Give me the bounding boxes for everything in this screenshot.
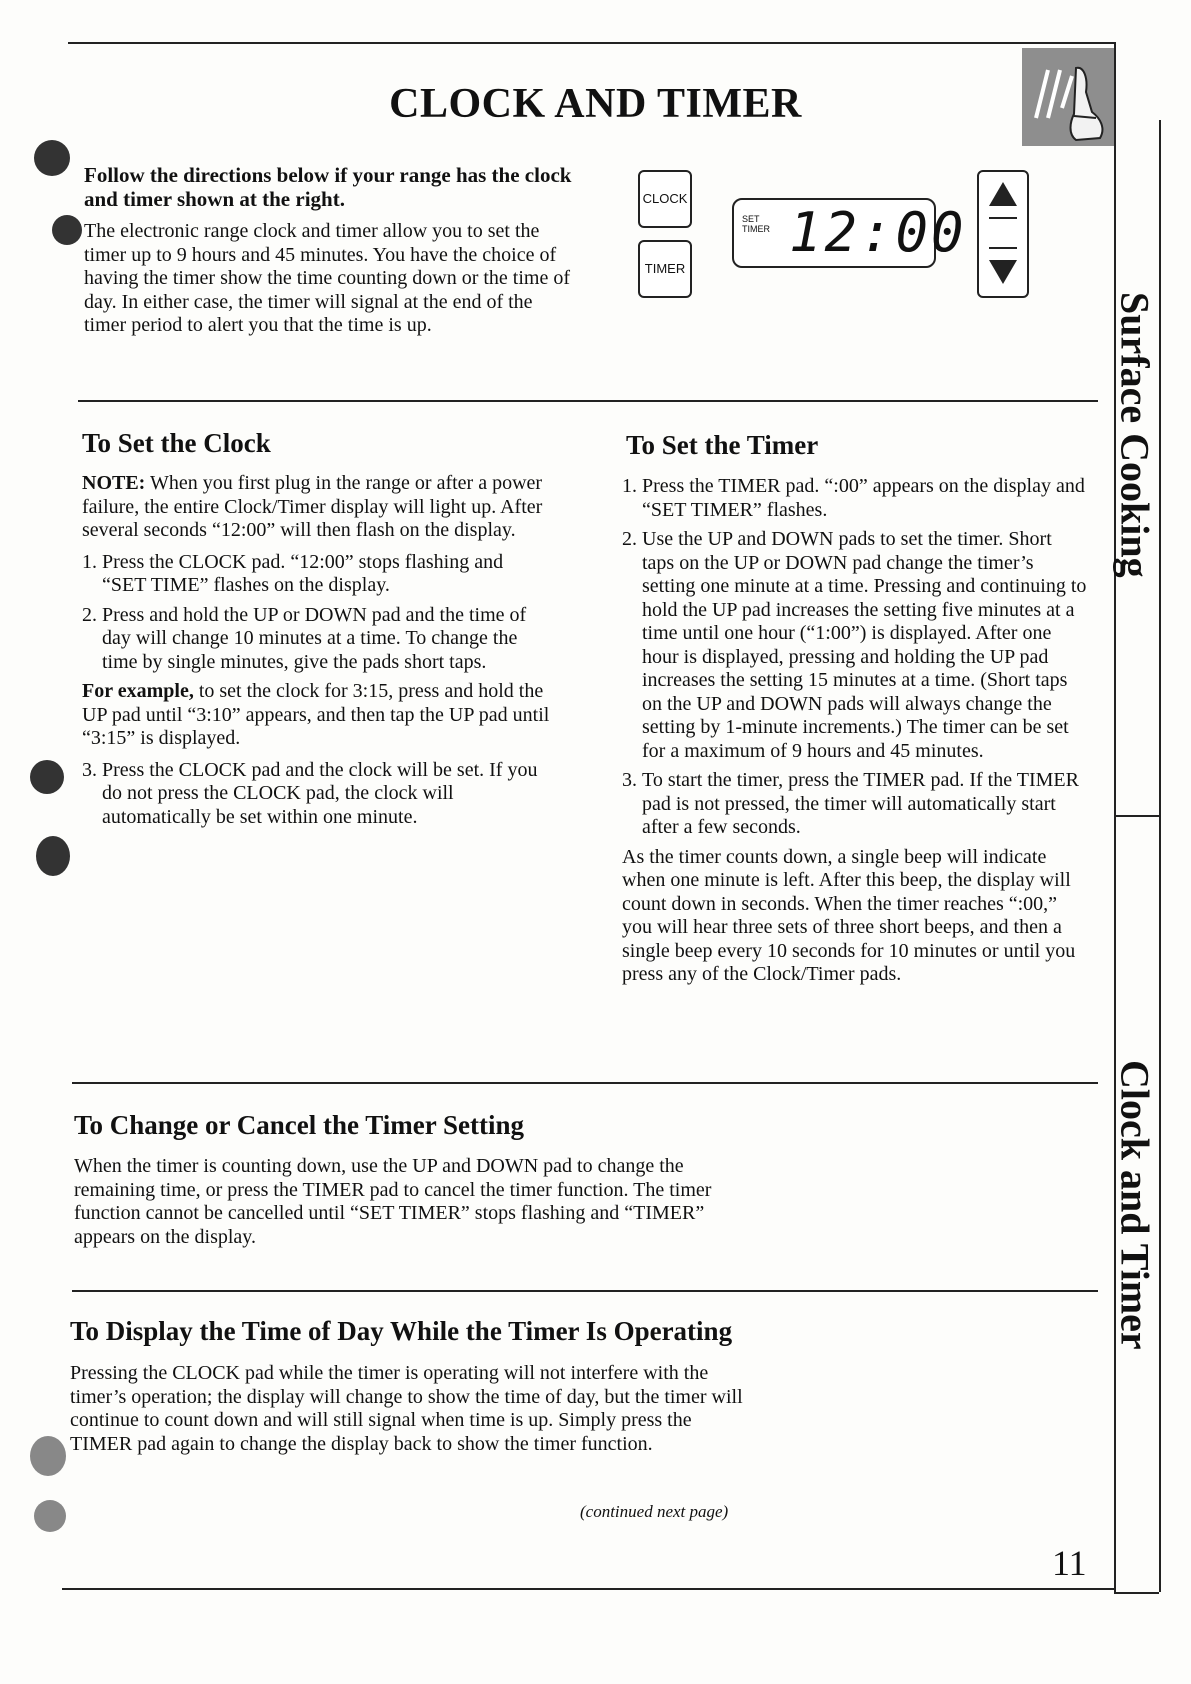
side-tab-clock-label: Clock and Timer <box>1112 1060 1158 1350</box>
example-label: For example, <box>82 680 194 702</box>
list-item: 2. Press and hold the UP or DOWN pad and the time of day will change 10 minutes at a time. To change the time by single minutes, give the pads short taps. <box>82 603 527 673</box>
note-label: NOTE: <box>82 472 146 494</box>
change-cancel-text: When the timer is counting down, use the UP and DOWN pad to change the remaining time, or press the TIMER pad to cancel the timer function. The timer function cannot be cancelled until “SET TIMER” stops flashing and “TIMER” appears on the display. <box>74 1155 712 1248</box>
side-tab-clock-and-timer <box>1111 1060 1159 1350</box>
list-item: 3. To start the timer, press the TIMER pad. If the TIMER pad is not pressed, the timer will automatically start after a few seconds. <box>622 769 1079 838</box>
right-border <box>1114 42 1116 1592</box>
continued-note: (continued next page) <box>580 1502 729 1521</box>
up-down-pads <box>977 170 1029 298</box>
set-clock-heading: To Set the Clock <box>82 428 271 458</box>
outer-right-border <box>1159 120 1161 1592</box>
margin-bullet-icon <box>36 836 70 876</box>
example-text: to set the clock for 3:15, press and hold the UP pad until “3:10” appears, and then tap the UP pad until “3:15” is displayed. <box>82 680 550 749</box>
set-timer-indicator <box>742 214 770 234</box>
margin-bullet-icon <box>30 760 64 794</box>
margin-bullet-icon <box>30 1436 66 1476</box>
display-time-heading: To Display the Time of Day While the Timer Is Operating <box>70 1316 733 1346</box>
up-triangle-icon <box>989 182 1017 206</box>
top-rule <box>68 42 1114 44</box>
set-label: SET <box>742 214 760 224</box>
side-tab-surface-label: Surface Cooking <box>1112 292 1158 578</box>
clock-pad-button[interactable] <box>638 170 692 228</box>
timer-small-label: TIMER <box>742 224 770 234</box>
margin-bullet-icon <box>34 140 70 176</box>
footer-rule <box>62 1588 1114 1590</box>
bottom-tab-rule <box>1114 1592 1159 1594</box>
page-title: CLOCK AND TIMER <box>389 81 802 127</box>
intro-text: The electronic range clock and timer allow you to set the timer up to 9 hours and 45 minutes. You have the choice of having the timer show the time counting down or the time of day. In either case, the timer will signal at the end of the timer period to alert you that the time is up. <box>84 220 571 336</box>
section-rule-2 <box>72 1082 1098 1084</box>
list-item: 3. Press the CLOCK pad and the clock will be set. If you do not press the CLOCK pad, the clock will automatically be set within one minute. <box>82 758 538 828</box>
set-timer-heading: To Set the Timer <box>626 430 819 460</box>
clock-pad-label: CLOCK <box>642 191 688 206</box>
intro-bold-text: Follow the directions below if your range has the clock and timer shown at the right. <box>84 163 572 211</box>
display-time: 12:00 <box>789 201 967 264</box>
note-text: When you first plug in the range or after a power failure, the entire Clock/Timer display will light up. After several seconds “12:00” will then flash on the display. <box>82 472 543 541</box>
page-number: 11 <box>1052 1543 1087 1583</box>
list-item: 1. Press the TIMER pad. “:00” appears on the display and “SET TIMER” flashes. <box>622 475 1085 521</box>
margin-bullet-icon <box>34 1500 66 1532</box>
set-clock-body <box>82 472 552 835</box>
clock-display <box>732 198 967 268</box>
section-rule-3 <box>72 1290 1098 1292</box>
timer-pad-label: TIMER <box>644 261 686 276</box>
margin-bullet-icon <box>52 215 82 245</box>
list-item: 1. Press the CLOCK pad. “12:00” stops flashing and “SET TIME” flashes on the display. <box>82 550 504 596</box>
list-item: 2. Use the UP and DOWN pads to set the timer. Short taps on the UP or DOWN pad change the timer’s setting one minute at a time. Pressing and continuing to hold the UP pad increases the setting five minutes at a time until one hour (“1:00”) is displayed. After one hour is displayed, pressing and holding the UP pad increases the setting 15 minutes at a time. (Short taps on the UP and DOWN pads will always change the setting by 1-minute increments.) The timer can be set for a maximum of 9 hours and 45 minutes. <box>622 528 1087 762</box>
tab-divider <box>1114 815 1159 817</box>
timer-pad-button[interactable] <box>638 240 692 298</box>
section-rule-1 <box>78 400 1098 402</box>
down-triangle-icon <box>989 260 1017 284</box>
set-timer-body <box>622 475 1087 987</box>
change-cancel-heading: To Change or Cancel the Timer Setting <box>74 1110 525 1140</box>
side-tab-surface-cooking <box>1111 290 1159 580</box>
up-down-arrows <box>979 172 1027 296</box>
timer-after-text: As the timer counts down, a single beep will indicate when one minute is left. After this beep, the display will count down in seconds. When the timer reaches “:00,” you will hear three sets of three short beeps, and then a single beep every 10 seconds for 10 minutes or until you press any of the Clock/Timer pads. <box>622 845 1076 985</box>
display-time-text: Pressing the CLOCK pad while the timer is operating will not interfere with the timer’s operation; the display will change to show the time of day, but the timer will continue to count down and will still signal when time is up. Simply press the TIMER pad again to change the display back to show the timer function. <box>70 1362 743 1455</box>
